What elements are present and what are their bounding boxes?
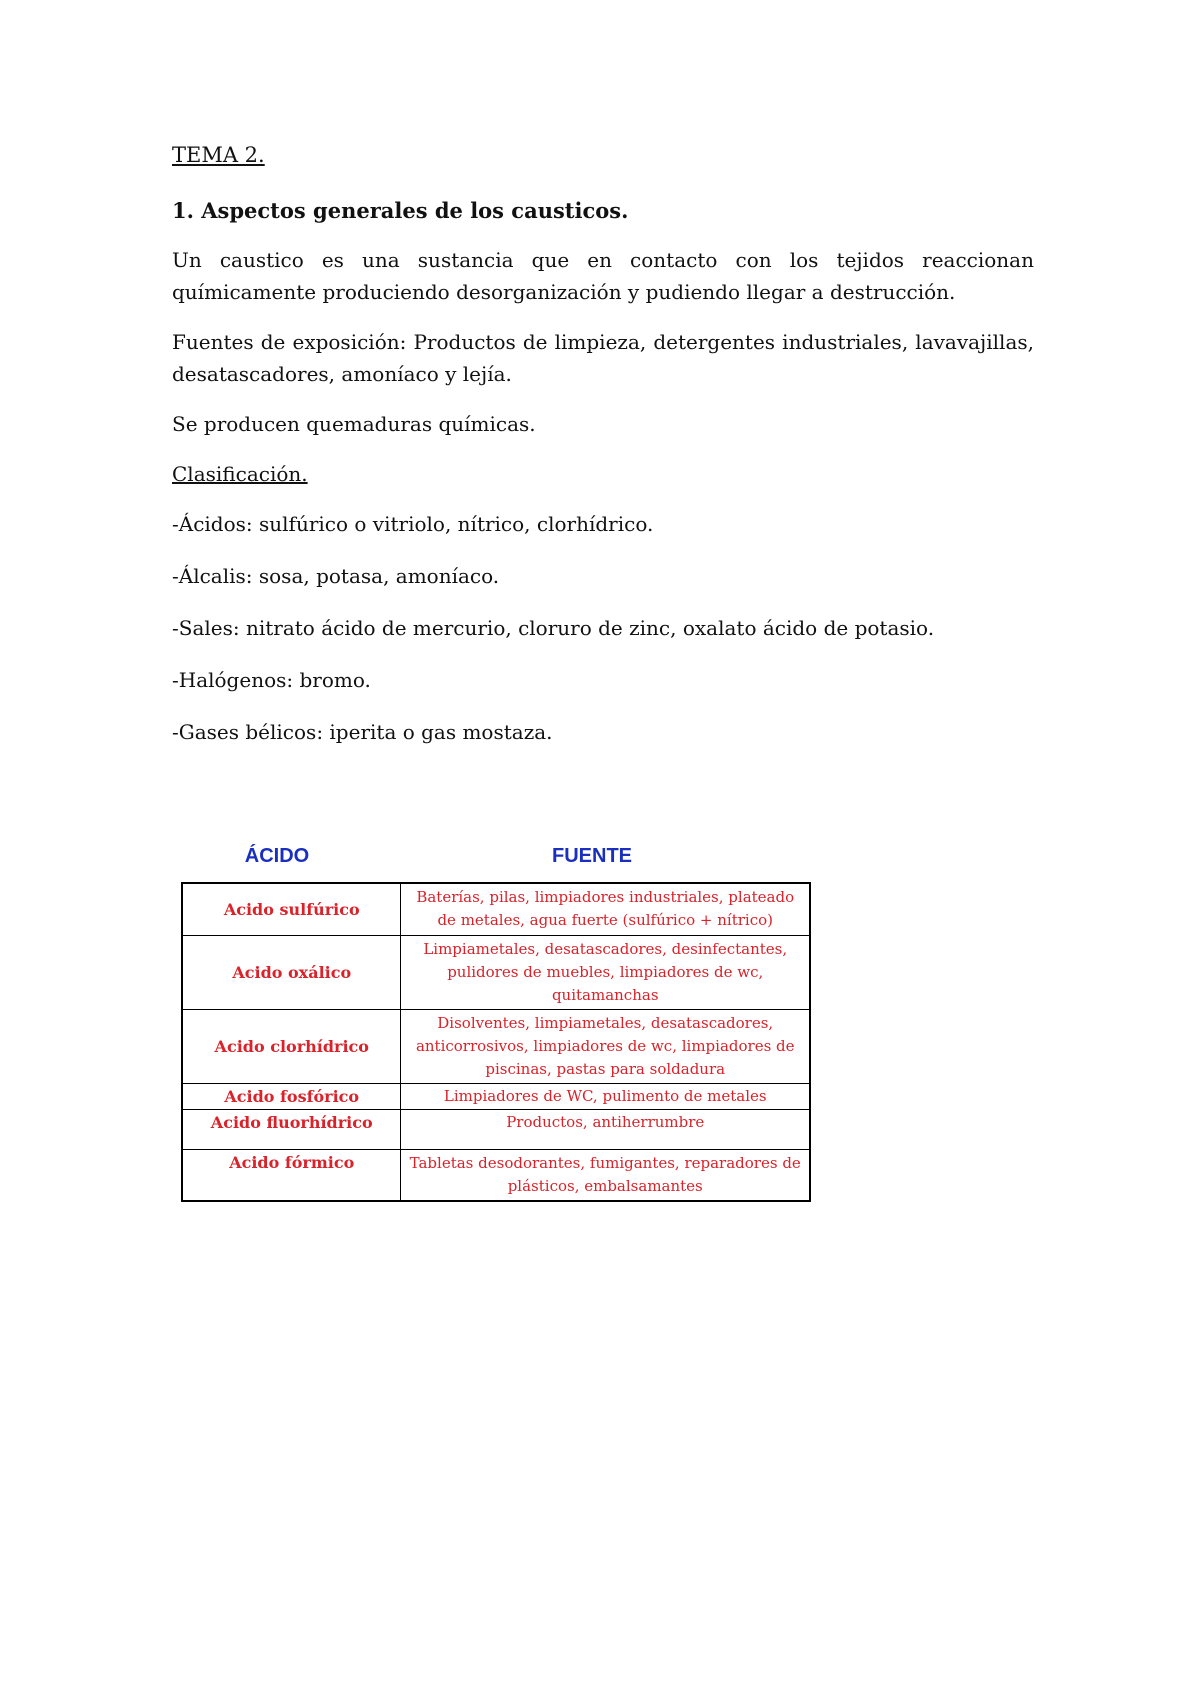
acid-cell: Acido clorhídrico bbox=[182, 1009, 401, 1083]
classification-item-halogens: -Halógenos: bromo. bbox=[172, 668, 371, 692]
document-title: TEMA 2. bbox=[172, 143, 265, 167]
section-heading: 1. Aspectos generales de los causticos. bbox=[172, 198, 629, 223]
source-cell: Limpiametales, desatascadores, desinfectantes, pulidores de muebles, limpiadores de wc, quitamanchas bbox=[401, 935, 810, 1009]
classification-item-war-gases: -Gases bélicos: iperita o gas mostaza. bbox=[172, 720, 553, 744]
source-cell: Limpiadores de WC, pulimento de metales bbox=[401, 1083, 810, 1109]
acid-cell: Acido fluorhídrico bbox=[182, 1109, 401, 1149]
acid-source-table-figure bbox=[181, 838, 811, 1202]
source-cell: Productos, antiherrumbre bbox=[401, 1109, 810, 1149]
acid-cell: Acido sulfúrico bbox=[182, 883, 401, 935]
table-row bbox=[182, 1109, 810, 1149]
burns-paragraph: Se producen quemaduras químicas. bbox=[172, 412, 536, 436]
document-body bbox=[172, 140, 1034, 768]
table-row bbox=[182, 1009, 810, 1083]
acid-cell: Acido fórmico bbox=[182, 1149, 401, 1201]
acid-cell: Acido fosfórico bbox=[182, 1083, 401, 1109]
acid-cell: Acido oxálico bbox=[182, 935, 401, 1009]
table-row bbox=[182, 883, 810, 935]
classification-item-alkalis: -Álcalis: sosa, potasa, amoníaco. bbox=[172, 564, 500, 588]
table-row bbox=[182, 1149, 810, 1201]
classification-item-salts: -Sales: nitrato ácido de mercurio, cloruro de zinc, oxalato ácido de potasio. bbox=[172, 616, 935, 640]
source-cell: Tabletas desodorantes, fumigantes, reparadores de plásticos, embalsamantes bbox=[401, 1149, 810, 1201]
table-row bbox=[182, 1083, 810, 1109]
definition-paragraph: Un caustico es una sustancia que en contacto con los tejidos reaccionan químicamente produciendo desorganización y pudiendo llegar a destrucción. bbox=[172, 248, 1034, 304]
table-row bbox=[182, 935, 810, 1009]
table-column-headers bbox=[181, 838, 811, 874]
acid-source-table bbox=[181, 882, 811, 1202]
source-cell: Baterías, pilas, limpiadores industriales, plateado de metales, agua fuerte (sulfúrico + nítrico) bbox=[401, 883, 810, 935]
exposure-paragraph: Fuentes de exposición: Productos de limpieza, detergentes industriales, lavavajillas, desatascadores, amoníaco y lejía. bbox=[172, 330, 1034, 386]
classification-item-acids: -Ácidos: sulfúrico o vitriolo, nítrico, clorhídrico. bbox=[172, 512, 654, 536]
source-cell: Disolventes, limpiametales, desatascadores, anticorrosivos, limpiadores de wc, limpiadores de piscinas, pastas para soldadura bbox=[401, 1009, 810, 1083]
column-header-source: FUENTE bbox=[552, 844, 632, 867]
column-header-acid: ÁCIDO bbox=[244, 844, 310, 867]
classification-heading: Clasificación. bbox=[172, 462, 308, 486]
